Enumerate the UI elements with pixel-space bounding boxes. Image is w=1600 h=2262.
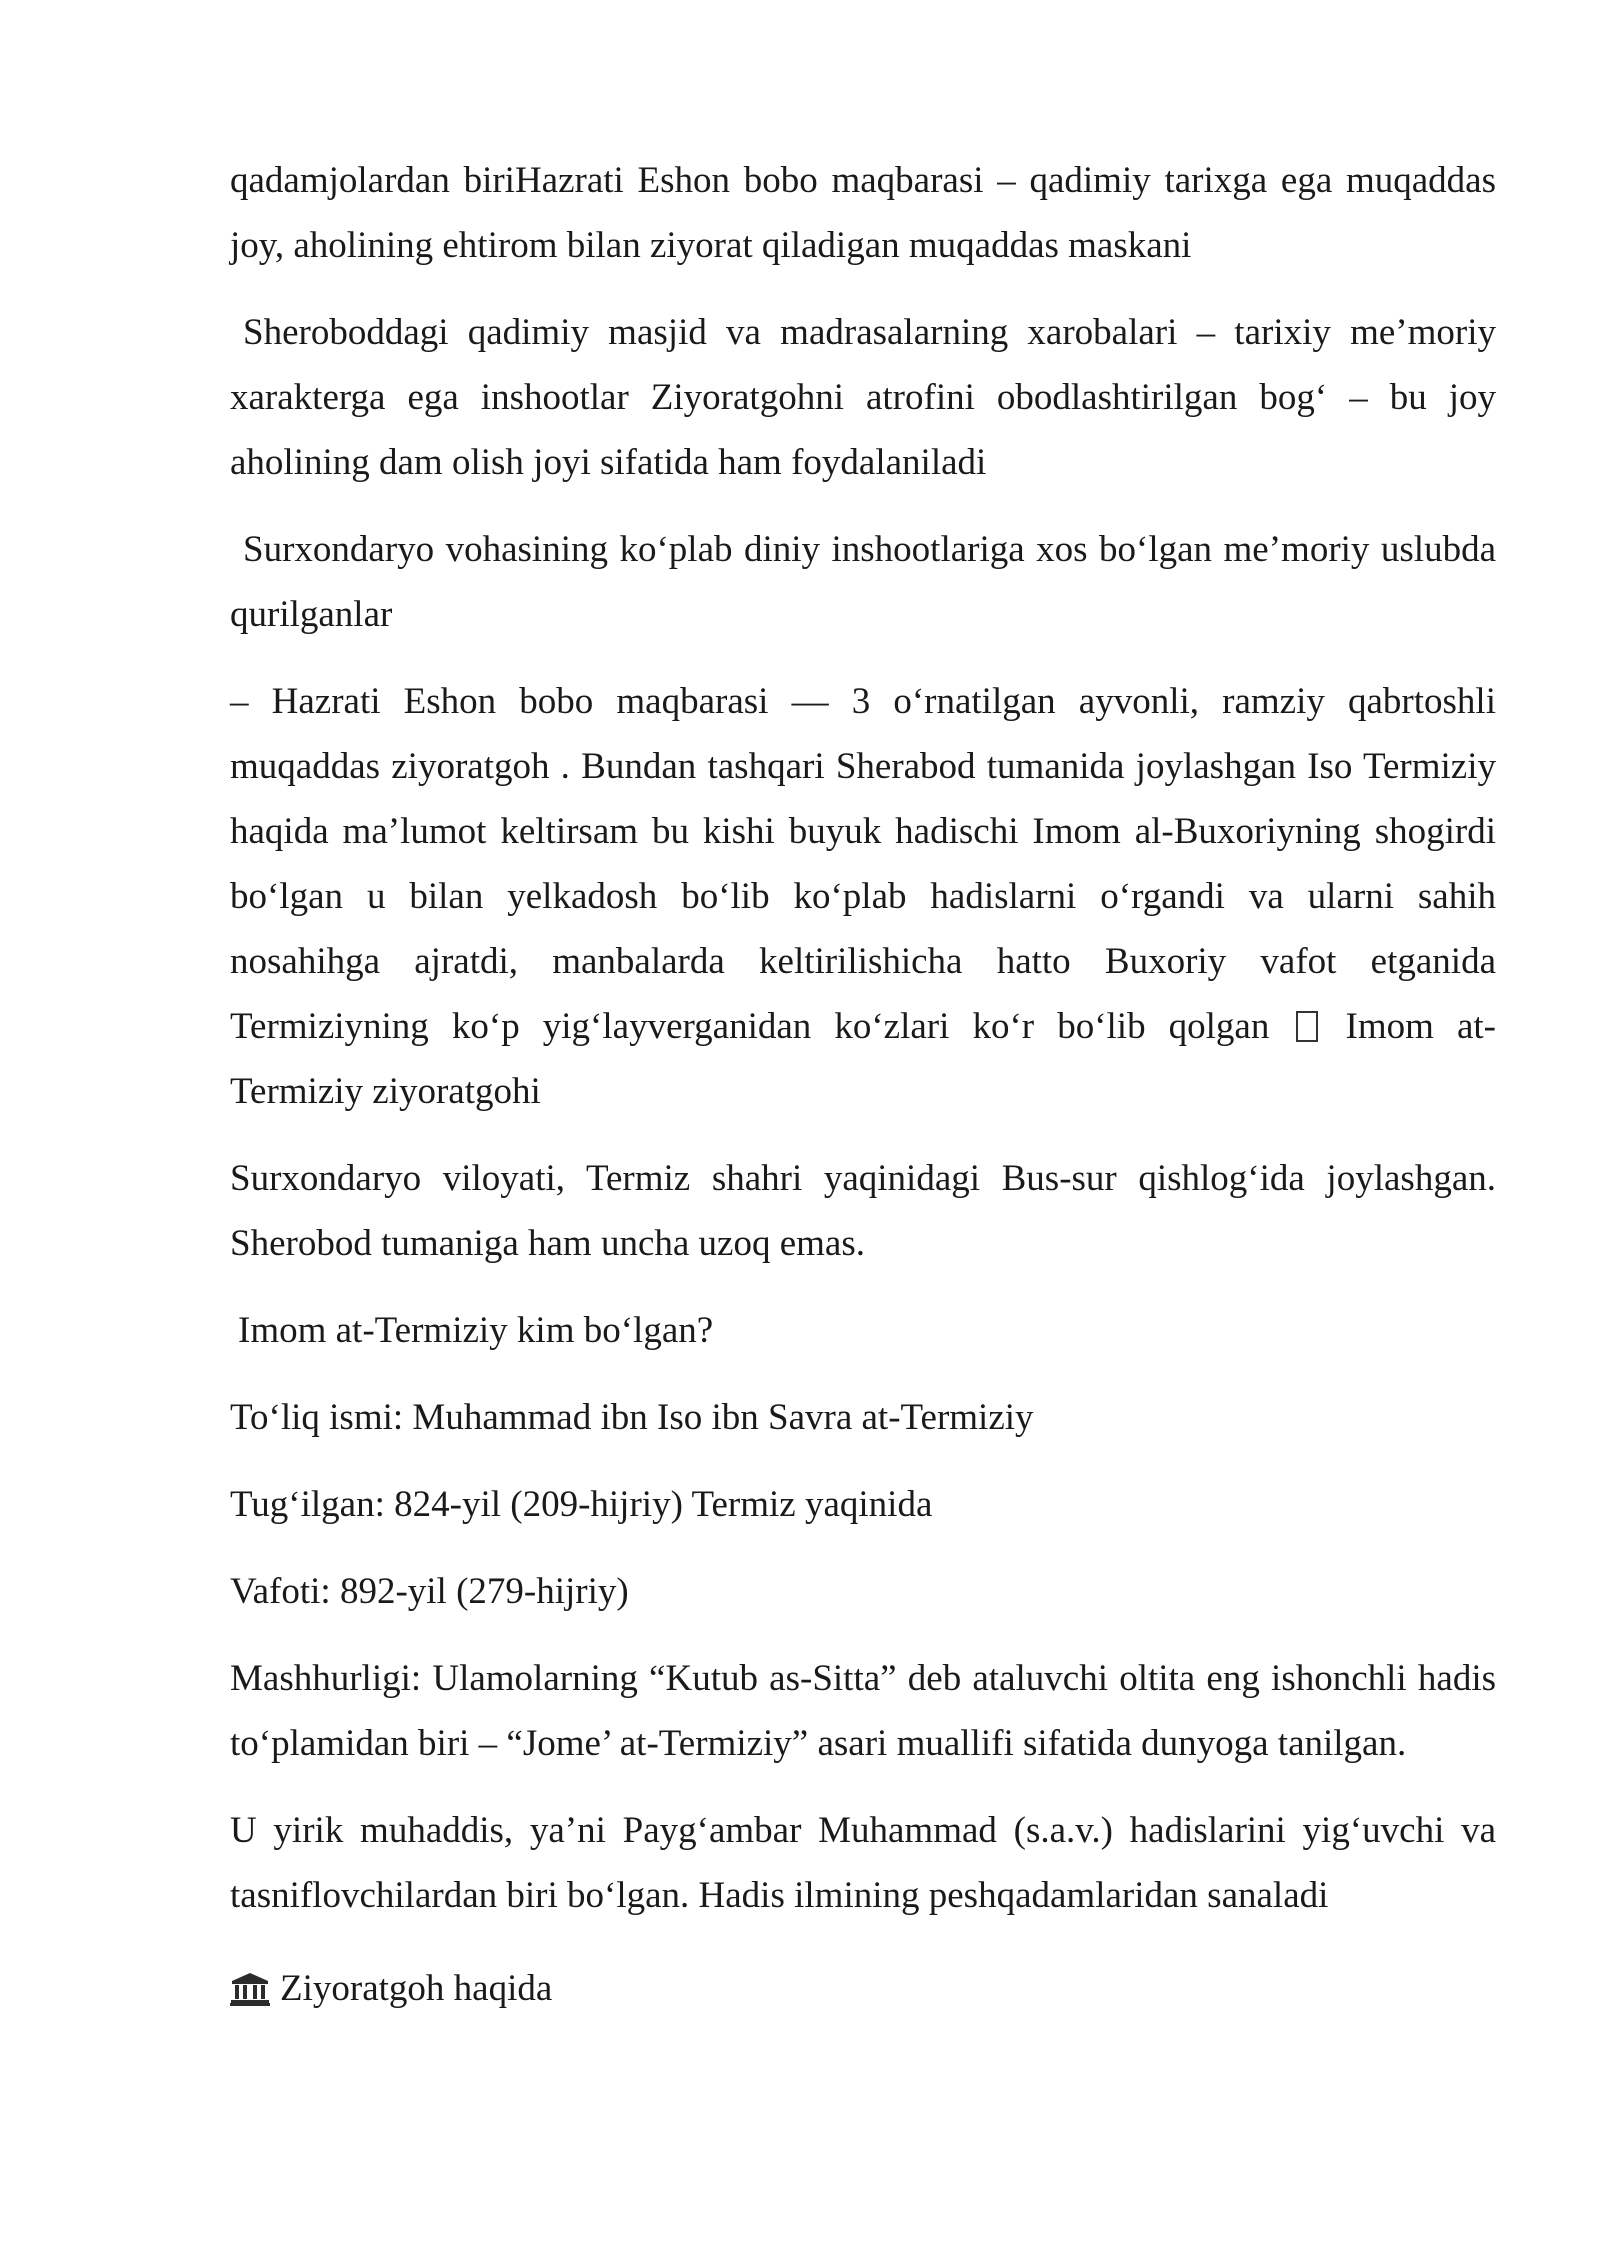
paragraph-ziyoratgoh-title: Imom at-Termiziy ziyoratgohi [230, 1006, 1496, 1112]
paragraph-fame: Mashhurligi: Ulamolarning “Kutub as-Sitta” deb ataluvchi oltita eng ishonchli hadis to‘plamidan biri – “Jome’ at-Termiziy” asari muallifi sifatida dunyoga tanilgan. [230, 1658, 1496, 1764]
section-heading: Ziyoratgoh haqida [280, 1968, 553, 2009]
paragraph-full-name: To‘liq ismi: Muhammad ibn Iso ibn Savra at-Termiziy [230, 1397, 1034, 1438]
missing-glyph-icon [1296, 1011, 1318, 1042]
paragraph-muhaddis: U yirik muhaddis, ya’ni Payg‘ambar Muhammad (s.a.v.) hadislarini yig‘uvchi va tasniflovchilardan biri bo‘lgan. Hadis ilmining peshqadamlaridan sanaladi [230, 1810, 1496, 1916]
paragraph-location: Surxondaryo viloyati, Termiz shahri yaqinidagi Bus-sur qishlog‘ida joylashgan. Sherobod tumaniga ham uncha uzoq emas. [230, 1158, 1496, 1264]
paragraph-iso-termiziy [230, 669, 1496, 1124]
paragraph-died: Vafoti: 892-yil (279-hijriy) [230, 1571, 629, 1612]
paragraph-born: Tug‘ilgan: 824-yil (209-hijriy) Termiz yaqinida [230, 1484, 933, 1525]
paragraph-sherobod-ruins: Sheroboddagi qadimiy masjid va madrasalarning xarobalari – tarixiy me’moriy xarakterga ega inshootlar Ziyoratgohni atrofini obodlashtirilgan bog‘ – bu joy aholining dam olish joyi sifatida ham foydalaniladi [230, 312, 1496, 483]
document-page [230, 148, 1496, 2021]
paragraph-who-was: Imom at-Termiziy kim bo‘lgan? [238, 1310, 714, 1351]
paragraph-architecture-style: Surxondaryo vohasining ko‘plab diniy inshootlariga xos bo‘lgan me’moriy uslubda qurilganlar [230, 529, 1496, 635]
section-heading-row [230, 1956, 1496, 2021]
classical-building-icon [230, 1972, 270, 2006]
paragraph-eshon-bobo-intro: qadamjolardan biriHazrati Eshon bobo maqbarasi – qadimiy tarixga ega muqaddas joy, aholining ehtirom bilan ziyorat qiladigan muqaddas maskani [230, 160, 1496, 266]
paragraph-iso-termiziy-text: – Hazrati Eshon bobo maqbarasi — 3 o‘rnatilgan ayvonli, ramziy qabrtoshli muqaddas ziyoratgoh . Bundan tashqari Sherabod tumanida joylashgan Iso Termiziy haqida ma’lumot keltirsam bu kishi buyuk hadischi Imom al-Buxoriyning shogirdi bo‘lgan u bilan yelkadosh bo‘lib ko‘plab hadislarni o‘rgandi va ularni sahih nosahihga ajratdi, manbalarda keltirilishicha hatto Buxoriy vafot etganida Termiziyning ko‘p yig‘layverganidan ko‘zlari ko‘r bo‘lib qolgan [230, 681, 1496, 1047]
